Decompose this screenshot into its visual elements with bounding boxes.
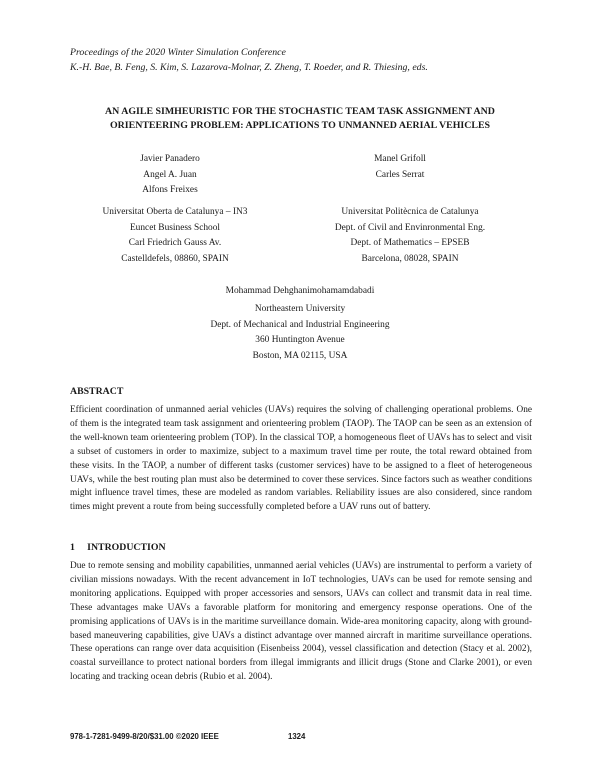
authors-right — [340, 152, 460, 183]
affiliation-line: Carl Friedrich Gauss Av. — [128, 238, 222, 248]
author-name: Manel Grifoll — [374, 154, 426, 164]
author-bottom — [150, 284, 450, 300]
affiliation-line: 360 Huntington Avenue — [255, 335, 345, 345]
affiliation-line: Euncet Business School — [129, 222, 221, 233]
abstract-body: Efficient coordination of unmanned aerial vehicles (UAVs) requires the solving of challenging operational problems. One of them is the integrated team task assignment and orienteering problem (TAOP). The TAOP can be seen as an extension of the well-known team orienteering problem (TOP). In the classical TOP, a homogeneous fleet of UAVs has to select and visit a subset of customers in order to maximize, subject to a maximum travel time per route, the total reward obtained from these visits. In the TAOP, a number of different tasks (customer services) have to be assigned to a fleet of heterogeneous UAVs, while the best routing plan must also be determined to cover these services. Since factors such as weather conditions might influence travel times, these are modeled as random variables. Reliability issues are also considered, since random times might prevent a route from being successfully completed before a UAV runs out of battery. — [70, 405, 532, 513]
affiliation-bottom — [150, 302, 450, 364]
affiliation-right — [300, 205, 520, 267]
page-number: 1324 — [288, 732, 306, 741]
abstract-heading: ABSTRACT — [70, 386, 124, 397]
title-line-2: ORIENTEERING PROBLEM: APPLICATIONS TO UNMANNED AERIAL VEHICLES — [109, 120, 491, 131]
conference-name: Proceedings of the 2020 Winter Simulation Conference — [70, 47, 286, 58]
affiliation-line: Dept. of Civil and Envinronmental Eng. — [334, 222, 486, 233]
affiliation-line: Northeastern University — [254, 304, 346, 314]
affiliation-line: Castelldefels, 08860, SPAIN — [121, 253, 229, 264]
affiliation-line: Dept. of Mechanical and Industrial Engineering — [210, 319, 390, 330]
introduction-body: Due to remote sensing and mobility capabilities, unmanned aerial vehicles (UAVs) are instrumental to perform a variety of civilian missions nowadays. With the recent advancement in IoT technologies, UAVs can be used for remote sensing and monitoring applications. Equipped with proper accessories and sensors, UAVs can collect and transmit data in real time. These advantages make UAVs a favorable platform for monitoring and emergency response operations. One of the promising applications of UAVs is in the maritime surveillance domain. Wide-area monitoring capacity, along with ground-based maneuvering capabilities, give UAVs a distinct advantage over manned aircraft in maritime surveillance operations. These operations can range over data acquisition (Eisenbeiss 2004), vessel classification and detection (Stacy et al. 2002), coastal surveillance to protect national borders from illegal immigrants and illicit drugs (Stone and Clarke 2001), or even locating and tracking ocean debris (Rubio et al. 2004). — [70, 561, 532, 683]
affiliation-line: Barcelona, 08028, SPAIN — [361, 253, 459, 264]
editors-line: K.-H. Bae, B. Feng, S. Kim, S. Lazarova-Molnar, Z. Zheng, T. Roeder, and R. Thiesing, eds. — [70, 62, 428, 73]
affiliation-line: Boston, MA 02115, USA — [252, 350, 348, 361]
title-line-1: AN AGILE SIMHEURISTIC FOR THE STOCHASTIC TEAM TASK ASSIGNMENT AND — [105, 106, 495, 117]
author-name: Javier Panadero — [140, 154, 200, 164]
affiliation-line: Universitat Politècnica de Catalunya — [341, 207, 479, 217]
footer-isbn: 978-1-7281-9499-8/20/$31.00 ©2020 IEEE — [70, 732, 219, 741]
author-name: Alfons Freixes — [142, 185, 198, 195]
proceedings-header — [70, 45, 428, 75]
paper-title — [50, 105, 550, 133]
affiliation-left — [80, 205, 270, 267]
affiliation-line: Universitat Oberta de Catalunya – IN3 — [102, 207, 248, 217]
affiliation-line: Dept. of Mathematics – EPSEB — [350, 238, 470, 248]
introduction-heading: 1 INTRODUCTION — [70, 542, 166, 553]
author-name: Mohammad Dehghanimohamamdabadi — [225, 286, 375, 296]
author-name: Carles Serrat — [375, 169, 425, 180]
author-name: Angel A. Juan — [143, 169, 197, 180]
authors-left — [110, 152, 230, 199]
